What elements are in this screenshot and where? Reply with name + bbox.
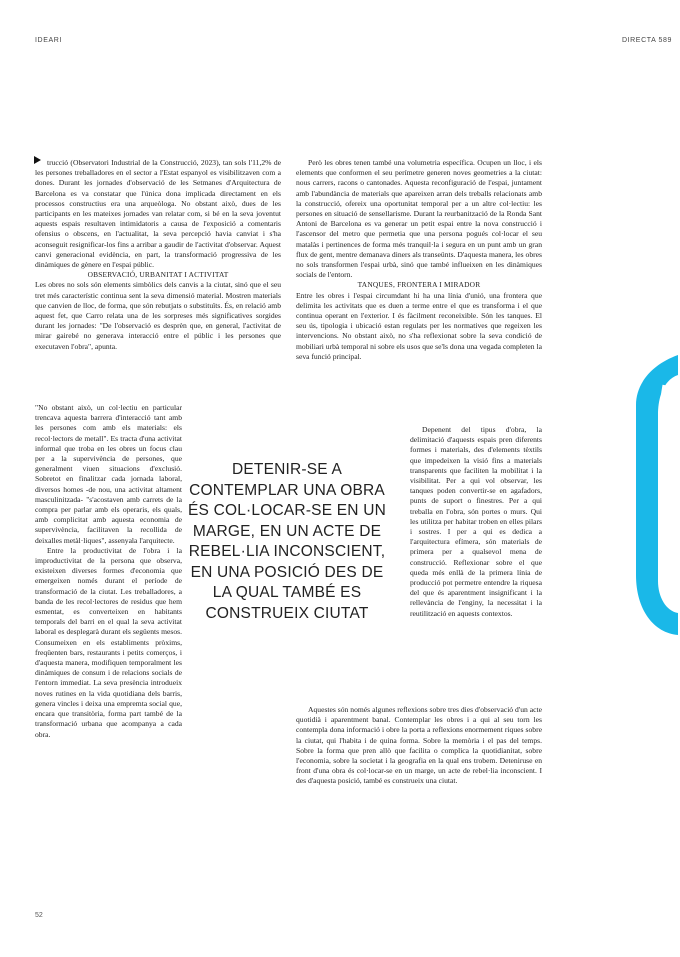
paragraph-tipus-obra: Depenent del tipus d'obra, la delimitació d'aquests espais pren diferents formes i materials, des d'elements tèxtils que impedeixen la visió fins a materials transparents que faciliten la mobilitat i la visibilitat. Per a qui vol observar, les tanques poden convertir-se en agafadors, punts de suport o finestres. Per a qui treballa en l'obra, són portes o murs. Qui les utilitza per habitar troben en elles pilars i sostres. I per a qui es dedica a l'arquitectura efímera, són materials de primera per a qualsevol mena de construcció. Reflexionar sobre el que queda més enllà de la primera línia de producció pot permetre entendre la riquesa del que és aparentment insignificant i la rellevància de l'enginy, la necessitat i la reutilització en aquests contextos. (410, 425, 542, 618)
left-column-upper (35, 158, 281, 352)
paragraph-volumetria: Però les obres tenen també una volumetria específica. Ocupen un lloc, i els elements que conformen el seu perímetre generen noves geometries a la ciutat: nous carrers, racons o cantonades. Aquesta reconfiguració de l'espai, juntament amb l'abundància de materials que apareixen arran dels treballs relacionats amb la construcció, ofereix una oportunitat temporal per a un altre col·lectiu: les persones en situació de sensellarisme. Durant la reurbanització de la Ronda Sant Antoni de Barcelona es va generar un petit espai entre la nova construcció i l'ascensor del metro que permetia que una persona pogués col·locar el seu matalàs i pertinences de forma més tranquil·la i segura en un punt amb un gran flux de gent, mentre demanava diners als transeünts. D'aquesta manera, les obres no sols transformen l'espai urbà, sinó que també influeixen en les dinàmiques socials de l'entorn. (296, 158, 542, 280)
section-label: IDEARI (35, 37, 62, 44)
pull-quote: DETENIR-SE A CONTEMPLAR UNA OBRA ÉS COL·LOCAR-SE EN UN MARGE, EN UN ACTE DE REBEL·LIA INCONSCIENT, EN UNA POSICIÓ DES DE LA QUAL TAMBÉ ES CONSTRUEIX CIUTAT (188, 461, 386, 622)
heading-observacio: OBSERVACIÓ, URBANITAT I ACTIVITAT (87, 270, 229, 280)
decorative-cyan-shape (620, 345, 680, 645)
paragraph-conclusio: Aquestes són només algunes reflexions sobre tres dies d'observació d'un acte quotidià i aparentment banal. Contemplar les obres i a qui al seu torn les contempla dona informació i obre la porta a reflexions enormement riques sobre la ciutat, qui l'habita i de quina forma. Sobre la memòria i el pas del temps. Sobre la forma que pren allò que facilita o complica la quotidianitat, sobre l'economia, sobre la societat i la geografia en la qual ens trobem. Deteniruse en front d'una obra és col·locar-se en un marge, un acte de rebel·lia inconscient. I des d'aquesta posició, també es construeix una ciutat. (296, 705, 542, 786)
issue-label: DIRECTA 589 (621, 37, 672, 44)
right-column-lower (296, 705, 542, 787)
right-column-upper (296, 158, 542, 362)
paragraph-materials: Les obres no sols són elements simbòlics dels canvis a la ciutat, sinó que el seu tret més característic continua sent la seva dimensió material. Mostren materials que canvien de lloc, de forma, que són rebutjats o substituïts. És, en relació amb aquest fet, que Carro relata una de les sorpreses més significatives sorgides durant les jornades: "De l'observació es desprèn que, en general, l'activitat de mirar gairebé no generava interacció entre el públic i les persones que executaven l'obra", apunta. (35, 280, 281, 351)
paragraph-frontera: Entre les obres i l'espai circumdant hi ha una línia d'unió, una frontera que delimita les activitats que es duen a terme entre el que es transforma i el que continua operant en l'exterior. I és fàcilment reconeixible. Són les tanques. El seu ús, tipologia i ubicació estan regulats per les normatives que regeixen les intervencions. No obstant això, no s'ha reflexionat sobre la seva condició de mobiliari urbà temporal ni sobre els usos que se'ls dona una vegada completen la seva funció principal. (296, 290, 542, 361)
heading-tanques: TANQUES, FRONTERA I MIRADOR (357, 280, 481, 290)
paragraph-intro: trucció (Observatori Industrial de la Construcció, 2023), tan sols l'11,2% de les persones treballadores en el sector a l'Estat espanyol es visibilitzaven com a dones. Durant les jornades d'observació de les Setmanes d'Arquitectura de Barcelona es va constatar que l'única dona implicada directament en els processos constructius era una arqueòloga. No obstant això, dues de les participants en les mateixes jornades van relatar com, si bé en la seva joventut aquests espais resultaven intimidatoris a causa de l'exposició a comentaris ofensius o obscens, en l'actualitat, la seva percepció havia canviat i s'ha aconseguit resignificar-los fins a arribar a gaudir de l'activitat d'observar. Aquest canvi generacional evidència, en part, la transformació progressiva de les dinàmiques de gènere en l'espai públic. (35, 158, 281, 270)
right-column-narrow (410, 425, 542, 619)
paragraph-recollectors: "No obstant això, un col·lectiu en particular trencava aquesta barrera d'interacció tant amb les persones com amb els materials: els recol·lectors de metall". Es tracta d'una activitat informal que troba en les obres un focus clau per a la supervivència de persones, que generalment viuen situacions d'exclusió. Sobretot en finalitzar cada jornada laboral, diversos homes -de nou, una activitat altament masculinitzada- "s'acostaven amb carrets de la compra per parlar amb els operaris, els quals, amb complicitat amb aquesta economia de supervivència, facilitaven la recollida de deixalles metàl·liques", assenyala l'arquitecte. (35, 403, 182, 545)
page-number: 52 (35, 912, 43, 919)
left-column-narrow (35, 403, 182, 740)
paragraph-economia: Entre la productivitat de l'obra i la improductivitat de la persona que observa, existeixen diverses formes d'economia que emergeixen només durant el període de transformació de la ciutat. Les treballadores, a banda de les recol·lectores de residus que hem esmentat, es converteixen en habitants temporals del barri en el qual la seva activitat laboral es desplegarà durant els següents mesos. Consumeixen en els establiments pròxims, freqüenten bars, restaurants i petits comerços, i d'aquesta manera, modifiquen temporalment les dinàmiques de consum i de relacions socials de l'entorn immediat. La seva presència introdueix noves rutines en la vida quotidiana dels barris, genera vincles i deixa una empremta social que, encara que transitòria, forma part també de la transformació urbana que acompanya a cada obra. (35, 545, 182, 739)
